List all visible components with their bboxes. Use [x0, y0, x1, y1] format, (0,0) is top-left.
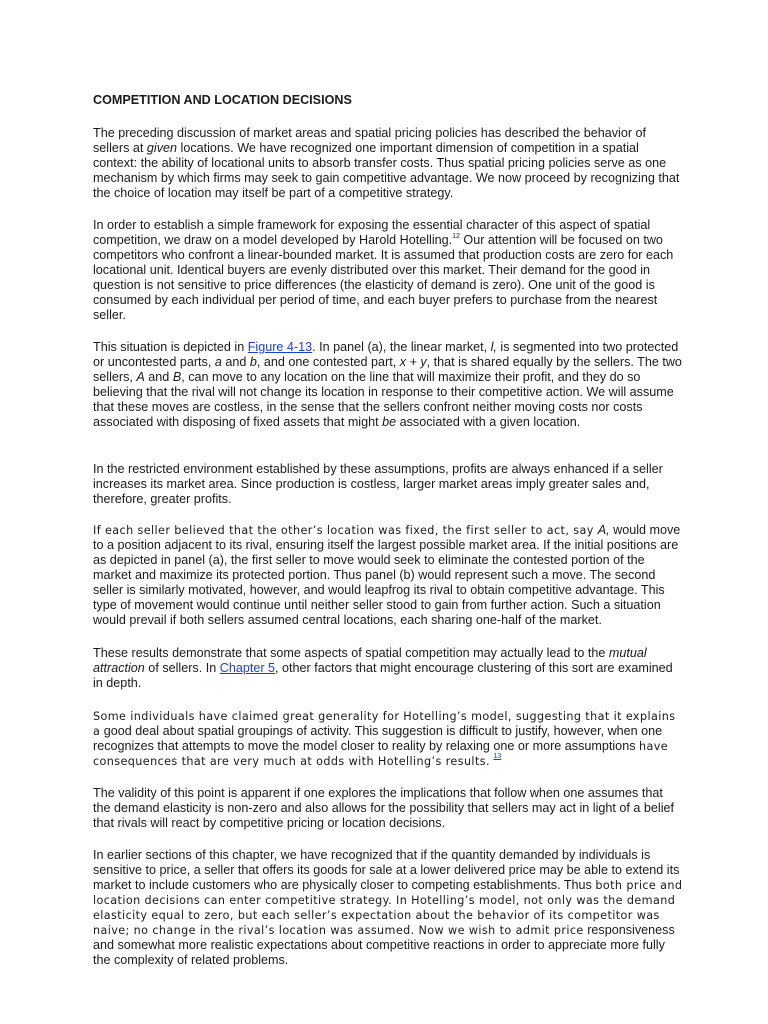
figure-4-13-link[interactable]: Figure 4-13 [247, 340, 313, 354]
p6-text: of sellers. In [144, 661, 220, 675]
p2-text: In order to establish a simple framework for exposing the essential character of this aspect of spatial competition, we draw on a model developed by Harold Hotelling. [93, 218, 651, 247]
p3-text: . In panel (a), the linear market, [312, 340, 491, 354]
p1-text: The preceding discussion of market areas and spatial pricing policies has described the behavior of sellers at [93, 126, 647, 155]
p5-text: If each seller believed that the other’s location was fixed, the first seller to act, say [93, 524, 598, 537]
p3-emphasis: B [172, 370, 182, 384]
p9-text: both price and location decisions can enter competitive strategy. In Hotelling’s model, not only was the demand elasticity equal to zero, but each seller’s expectation about the behavior of its competitor was naive; no change in the rival’s location was assumed. Now we wish to admit price [93, 879, 683, 937]
paragraph-3 [93, 340, 683, 430]
p3-text: , and one contested part, [256, 355, 400, 369]
p3-emphasis: a [214, 355, 222, 369]
p6-text: , other factors that might encourage clustering of this sort are examined in depth. [93, 661, 673, 690]
p2-text: Our attention will be focused on two competitors who confront a linear-bounded market. It is assumed that production costs are zero for each locational unit. Identical buyers are evenly distributed over this market. Their demand for the good in question is not sensitive to price differences (the elasticity of demand is zero). One unit of the good is consumed by each individual per period of time, and each buyer prefers to purchase from the nearest seller. [93, 233, 674, 322]
p7-text: have consequences that are very much at odds with Hotelling’s results. [93, 740, 669, 768]
paragraph-4: In the restricted environment established by these assumptions, profits are always enhanced if a seller increases its market area. Since production is costless, larger market areas imply greater sales and, therefore, greater profits. [93, 462, 663, 506]
p3-text: associated with a given location. [396, 415, 581, 429]
p6-text: These results demonstrate that some aspects of spatial competition may actually lead to the [93, 646, 609, 660]
p7-text: good deal about spatial groupings of activity. This suggestion is difficult to justify, however, when one recognizes that attempts to move the model closer to reality by relaxing one or more assumptions [93, 724, 663, 753]
p9-text: responsiveness and somewhat more realistic expectations about competitive reactions in order to appreciate more fully the complexity of related problems. [93, 923, 675, 967]
footnote-link-13[interactable]: 13 [493, 753, 502, 760]
p1-emphasis: given [146, 141, 178, 155]
paragraph-2 [93, 218, 683, 323]
chapter-5-link[interactable]: Chapter 5 [219, 661, 276, 675]
paragraph-5 [93, 523, 683, 628]
paragraph-1 [93, 126, 683, 201]
p3-text: This situation is depicted in [93, 340, 248, 354]
p3-text: , that is shared equally by the sellers. The two sellers, [93, 355, 682, 384]
p3-text: and [221, 355, 250, 369]
paragraph-9 [93, 848, 683, 968]
paragraph-8: The validity of this point is apparent if one explores the implications that follow when one assumes that the demand elasticity is non-zero and also allows for the possibility that sellers may act in light of a belief that rivals will react by competitive pricing or location decisions. [93, 786, 675, 830]
p5-text: would move to a position adjacent to its rival, ensuring itself the largest possible market area. If the initial positions are as depicted in panel (a), the first seller to move would seek to eliminate the contested portion of the market and maximize its protected portion. Thus panel (b) would represent such a move. The second seller is similarly motivated, however, and would leapfrog its rival to obtain competitive advantage. This type of movement would continue until neither seller stood to gain from further action. Such a situation would prevail if both sellers assumed central locations, each sharing one-half of the market. [93, 523, 681, 627]
paragraph-6 [93, 646, 683, 691]
p3-text: and [144, 370, 173, 384]
p3-text: , can move to any location on the line that will maximize their profit, and they do so believing that the rival will not change its location in response to their competitive action. We will assume that these moves are costless, in the sense that the sellers confront neither moving costs nor costs associated with disposing of fixed assets that might [93, 370, 674, 429]
p9-text: In earlier sections of this chapter, we have recognized that if the quantity demanded by individuals is sensitive to price, a seller that offers its goods for sale at a lower delivered price may be able to extend its market to include customers who are physically closer to competing establishments. Thus [93, 848, 680, 892]
section-heading: COMPETITION AND LOCATION DECISIONS [93, 93, 352, 107]
p3-emphasis: b [249, 355, 257, 369]
p6-emphasis: mutual attraction [93, 646, 647, 675]
footnote-marker-12: 12 [452, 233, 460, 240]
p1-text: locations. We have recognized one important dimension of competition in a spatial context: the ability of locational units to absorb transfer costs. Thus spatial pricing policies serve as one mechanism by which firms may seek to gain competitive advantage. We now proceed by recognizing that the choice of location may itself be part of a competitive strategy. [93, 141, 680, 200]
p3-emphasis: A [136, 370, 145, 384]
p3-emphasis: l, [490, 340, 497, 354]
p3-text: is segmented into two protected or uncontested parts, [93, 340, 679, 369]
p3-emphasis: x + y [399, 355, 427, 369]
paragraph-7 [93, 709, 683, 769]
p3-emphasis: be [382, 415, 397, 429]
p5-emphasis: A, [597, 523, 610, 537]
p7-text: Some individuals have claimed great generality for Hotelling’s model, suggesting that it explains a [93, 710, 676, 738]
